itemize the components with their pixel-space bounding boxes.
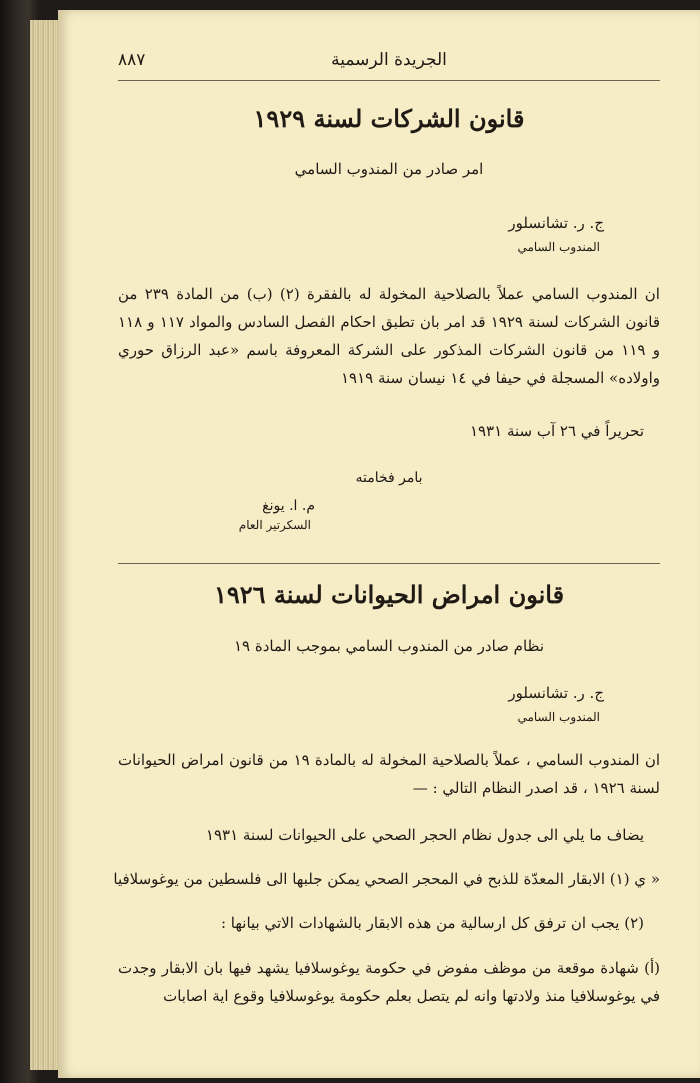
signer-name: ج. ر. تشانسلور <box>508 214 604 232</box>
signer-role: المندوب السامي <box>517 710 600 724</box>
section1-subtitle: امر صادر من المندوب السامي <box>294 160 484 178</box>
section1-title: قانون الشركات لسنة ١٩٢٩ <box>253 104 525 133</box>
section2-signer <box>508 684 604 724</box>
section2-title: قانون امراض الحيوانات لسنة ١٩٢٦ <box>213 580 565 609</box>
secretary-role: السكرتير العام <box>238 518 311 532</box>
signer-name: ج. ر. تشانسلور <box>508 684 604 702</box>
section1-signer <box>508 214 604 254</box>
schedule-addition-line: يضاف ما يلي الى جدول نظام الحجر الصحي على الحيوانات لسنة ١٩٣١ <box>205 826 644 844</box>
signer-role: المندوب السامي <box>517 240 600 254</box>
page-header <box>118 46 660 81</box>
section2-subtitle: نظام صادر من المندوب السامي بموجب المادة ١٩ <box>233 637 545 655</box>
section-divider <box>118 563 660 564</box>
section1-date-line: تحريراً في ٢٦ آب سنة ١٩٣١ <box>469 422 644 440</box>
clause-2-line: (٢) يجب ان ترفق كل ارسالية من هذه الابقار بالشهادات الاتي بيانها : <box>220 914 644 932</box>
section2-body: ان المندوب السامي ، عملاً بالصلاحية المخولة له بالمادة ١٩ من قانون امراض الحيوانات لسنة ١٩٢٦ ، قد اصدر النظام التالي : — <box>118 751 661 797</box>
by-order-line: بامر فخامته <box>355 470 423 486</box>
gazette-page <box>58 10 700 1078</box>
clause-a-paragraph: (أ) شهادة موقعة من موظف مفوض في حكومة يوغوسلافيا يشهد فيها بان الابقار وجدت في يوغوسلافيا منذ ولادتها وانه لم يتصل بعلم حكومة يوغوسلافيا وقوع اية اصابات <box>118 959 660 1005</box>
secretary-name: م. ا. يونغ <box>262 498 315 514</box>
clause-1-line: « ي (١) الابقار المعدّة للذبح في المحجر الصحي يمكن جلبها الى فلسطين من يوغوسلافيا <box>113 870 660 888</box>
section1-secretary <box>239 498 315 532</box>
gazette-title: الجريدة الرسمية <box>331 50 447 70</box>
page-number: ٨٨٧ <box>118 50 146 70</box>
section1-body: ان المندوب السامي عملاً بالصلاحية المخولة له بالفقرة (٢) (ب) من المادة ٢٣٩ من قانون الشركات لسنة ١٩٢٩ قد امر بان تطبق احكام الفصل السادس والمواد ١١٧ و ١١٨ و ١١٩ من قانون الشركات المذكور على الشركة المعروفة باسم «عبد الرزاق حوري واولاده» المسجلة في حيفا في ١٤ نيسان سنة ١٩١٩ <box>118 285 661 387</box>
